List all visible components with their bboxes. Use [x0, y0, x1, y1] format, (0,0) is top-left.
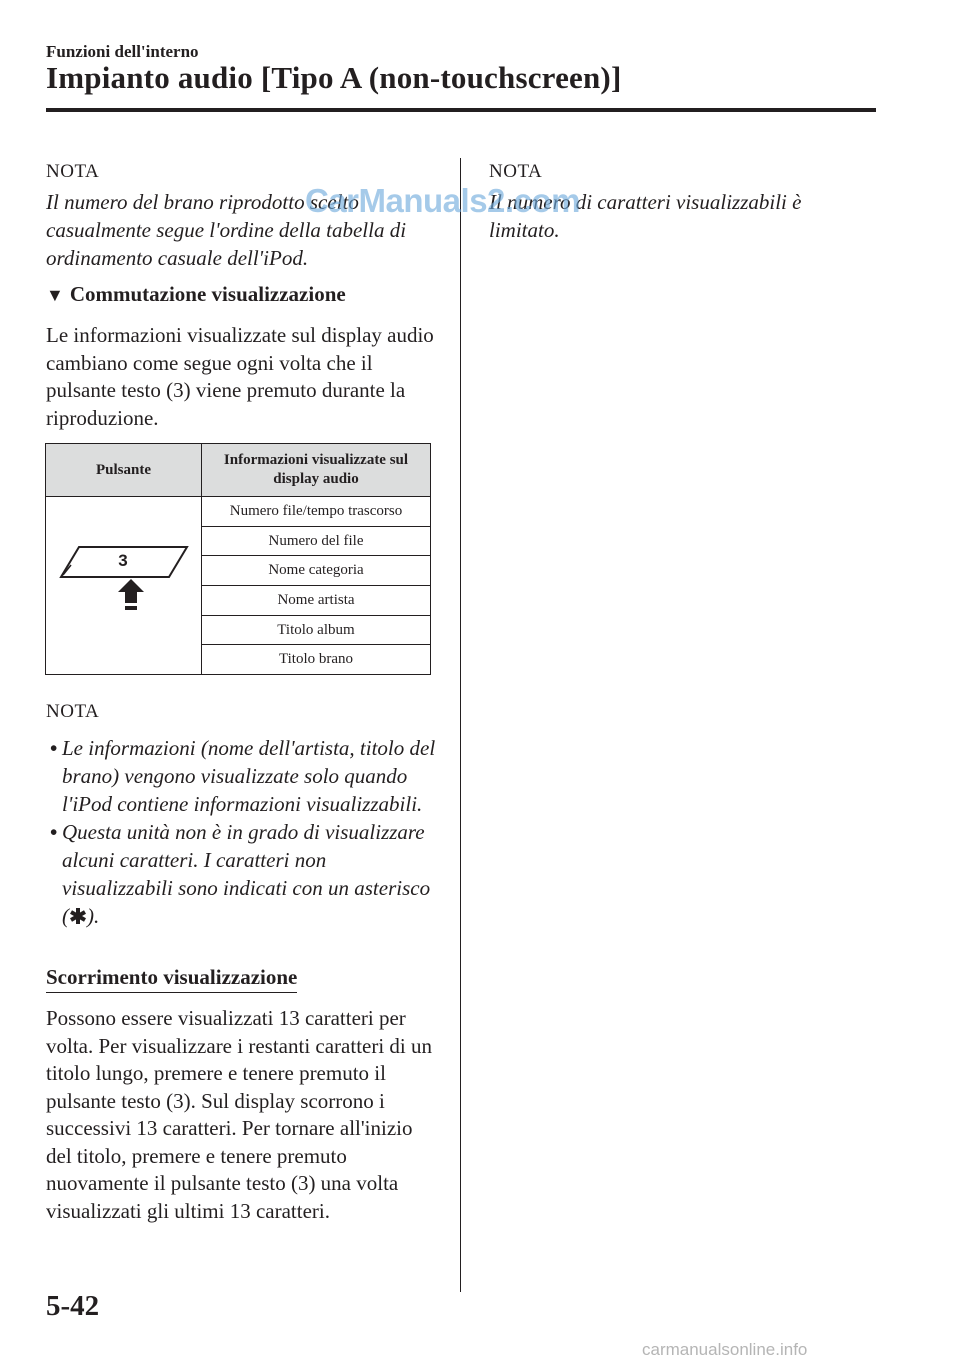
table-header-info: Informazioni visualizzate sul display audio [202, 444, 431, 497]
list-item [46, 818, 441, 930]
list-item-text: Questa unità non è in grado di visualizzare alcuni caratteri. I caratteri non visualizzabili sono indicati con un asterisco ( [62, 820, 431, 928]
column-divider [460, 158, 461, 1292]
table-row: Titolo brano [202, 645, 431, 675]
table-row: Numero del file [202, 526, 431, 556]
button-number-label: 3 [117, 551, 128, 571]
text-button-3-icon [59, 535, 189, 631]
nota-text: Il numero del brano riprodotto scelto casualmente segue l'ordine della tabella di ordinamento casuale dell'iPod. [46, 190, 407, 270]
scroll-paragraph: Possono essere visualizzati 13 caratteri per volta. Per visualizzare i restanti caratteri di un titolo lungo, premere e tenere premuto il pulsante testo (3). Sul display scorrono i successivi 13 caratteri. Per tornare all'inizio del titolo, premere e tenere premuto nuovamente il pulsante testo (3) una volta visualizzati gli ultimi 13 caratteri. [46, 1006, 433, 1223]
section-heading [46, 282, 346, 307]
intro-paragraph: Le informazioni visualizzate sul display audio cambiano come segue ogni volta che il pulsante testo (3) viene premuto durante la riproduzione. [46, 323, 434, 430]
table-header-button: Pulsante [46, 444, 202, 497]
list-item-text: Le informazioni (nome dell'artista, titolo del brano) vengono visualizzate solo quando l'iPod contiene informazioni visualizzabili. [62, 736, 436, 816]
scroll-heading: Scorrimento visualizzazione [46, 965, 297, 993]
section-label: Funzioni dell'interno [46, 42, 199, 61]
nota-bullet-list [46, 734, 441, 930]
asterisk-icon [69, 907, 87, 925]
table-row: Nome categoria [202, 556, 431, 586]
page-title: Impianto audio [Tipo A (non-touchscreen)] [46, 60, 622, 95]
bullet-icon: • [50, 736, 58, 760]
page-number: 5-42 [46, 1290, 100, 1322]
watermark-logo: CarManuals2.com [305, 182, 580, 219]
section-heading-label: Commutazione visualizzazione [69, 282, 346, 306]
triangle-down-icon: ▼ [46, 285, 64, 305]
table-row: Nome artista [202, 586, 431, 616]
nota-heading: NOTA [46, 701, 100, 722]
bullet-icon: • [50, 820, 58, 844]
list-item-tail: ). [87, 904, 100, 928]
display-info-table [45, 443, 431, 675]
list-item [46, 734, 441, 818]
footer-watermark: carmanualsonline.info [642, 1340, 808, 1359]
table-row: Titolo album [202, 615, 431, 645]
nota-text: Il numero di caratteri visualizzabili è limitato. [489, 190, 802, 242]
nota-heading: NOTA [489, 161, 543, 182]
title-rule [46, 108, 876, 112]
table-row: Numero file/tempo trascorso [202, 497, 431, 527]
nota-heading: NOTA [46, 161, 100, 182]
button-illustration-cell [46, 497, 202, 675]
